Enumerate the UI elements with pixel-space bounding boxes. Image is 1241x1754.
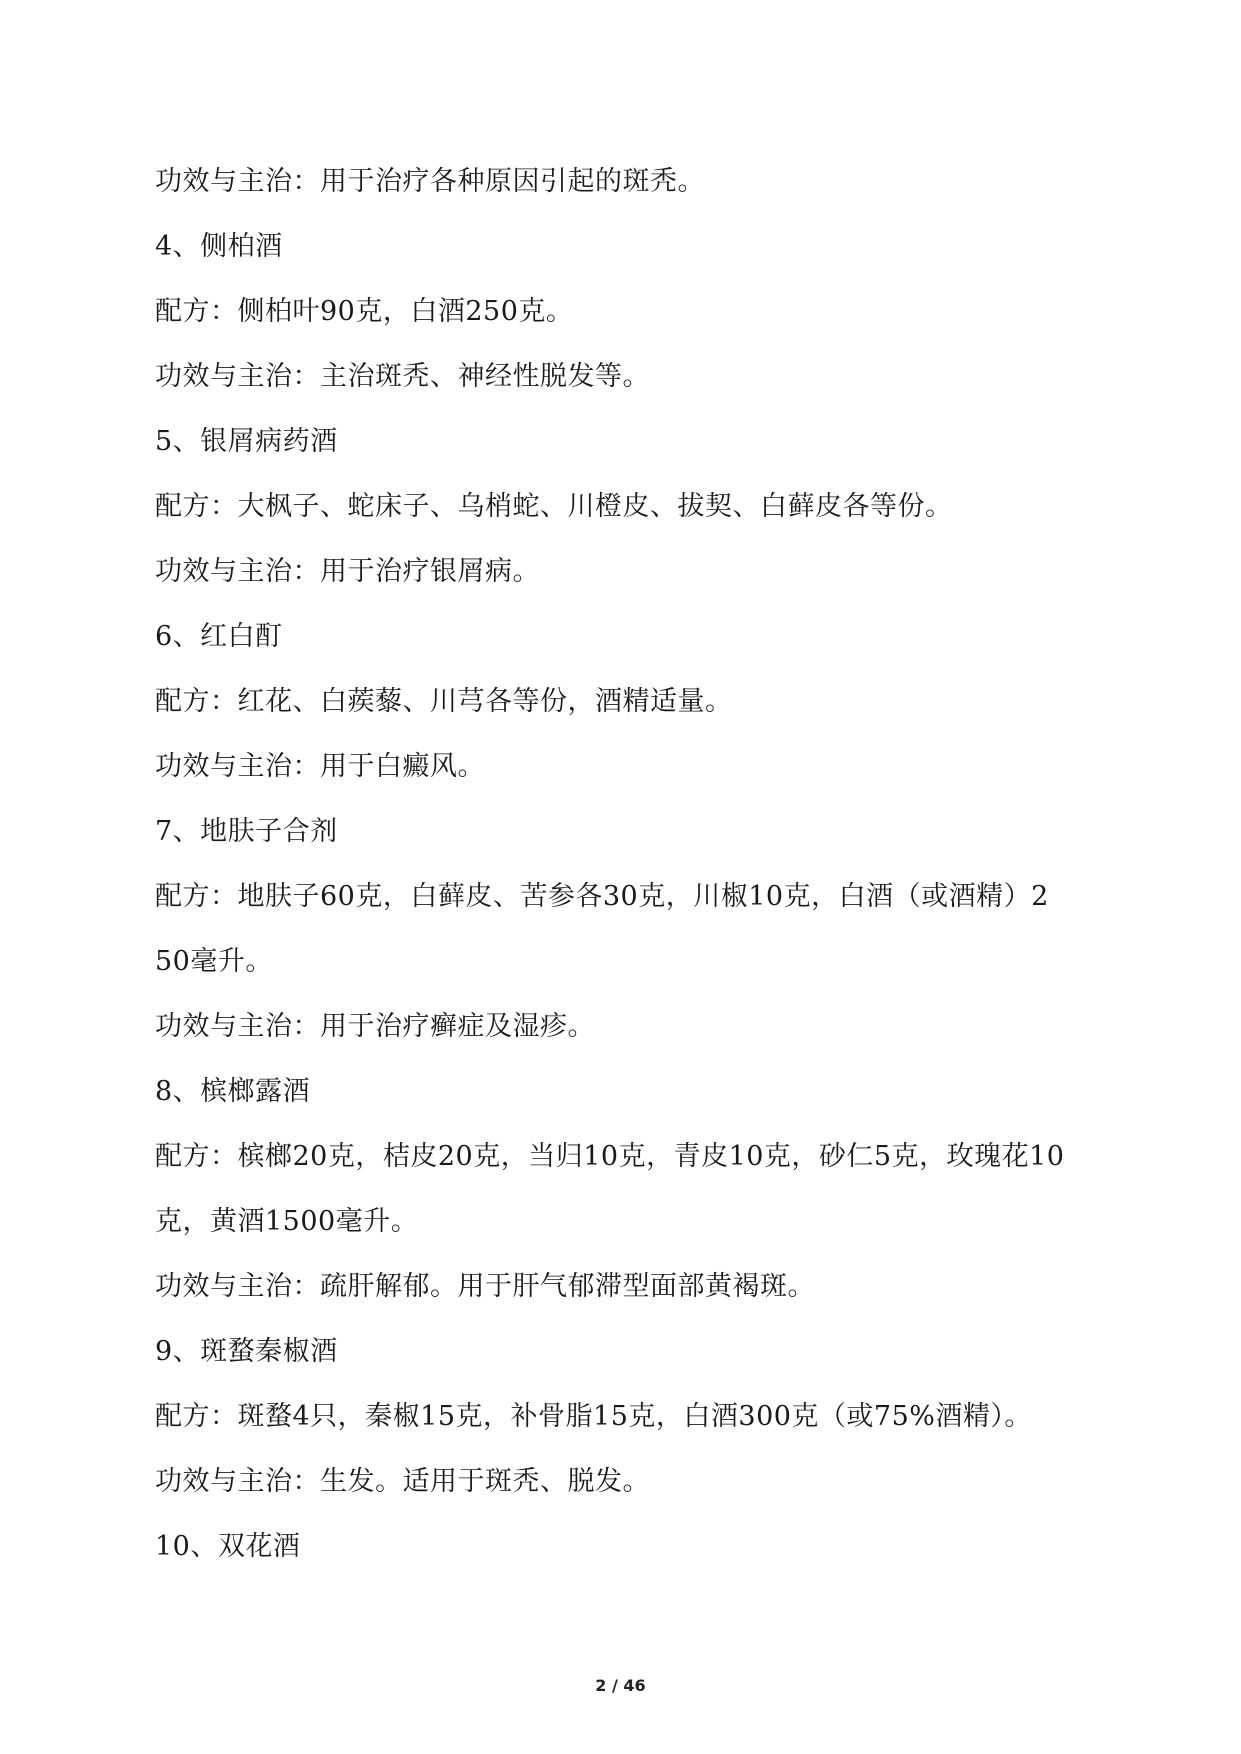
- section-heading: 10、双花酒: [155, 1531, 301, 1562]
- section-heading: 9、斑蝥秦椒酒: [155, 1336, 338, 1367]
- text-line-continuation: 克，黄酒1500毫升。: [155, 1206, 419, 1237]
- text-line: 配方：斑蝥4只，秦椒15克，补骨脂15克，白酒300克（或75%酒精）。: [155, 1401, 1032, 1432]
- section-heading: 6、红白酊: [155, 621, 283, 652]
- text-line-continuation: 50毫升。: [155, 946, 273, 977]
- document-body: [155, 165, 1095, 1595]
- text-line: 配方：侧柏叶90克，白酒250克。: [155, 296, 574, 327]
- text-line: 配方：地肤子60克，白藓皮、苦参各30克，川椒10克，白酒（或酒精）2: [155, 881, 1049, 912]
- text-line: 配方：大枫子、蛇床子、乌梢蛇、川橙皮、拔契、白藓皮各等份。: [155, 491, 953, 522]
- text-line: 功效与主治：主治斑秃、神经性脱发等。: [155, 361, 650, 392]
- section-heading: 4、侧柏酒: [155, 231, 283, 262]
- text-line: 功效与主治：用于治疗各种原因引起的斑秃。: [155, 166, 705, 197]
- section-heading: 5、银屑病药酒: [155, 426, 338, 457]
- text-line: 功效与主治：疏肝解郁。用于肝气郁滞型面部黄褐斑。: [155, 1271, 815, 1302]
- text-line: 功效与主治：生发。适用于斑秃、脱发。: [155, 1466, 650, 1497]
- text-line: 配方：红花、白蒺藜、川芎各等份，酒精适量。: [155, 686, 733, 717]
- section-heading: 8、槟榔露酒: [155, 1076, 311, 1107]
- text-line: 功效与主治：用于白癜风。: [155, 751, 485, 782]
- page-number: 2 / 46: [595, 1676, 646, 1695]
- text-line: 功效与主治：用于治疗银屑病。: [155, 556, 540, 587]
- text-line: 功效与主治：用于治疗癣症及湿疹。: [155, 1011, 595, 1042]
- text-line: 配方：槟榔20克，桔皮20克，当归10克，青皮10克，砂仁5克，玫瑰花10: [155, 1141, 1065, 1172]
- section-heading: 7、地肤子合剂: [155, 816, 338, 847]
